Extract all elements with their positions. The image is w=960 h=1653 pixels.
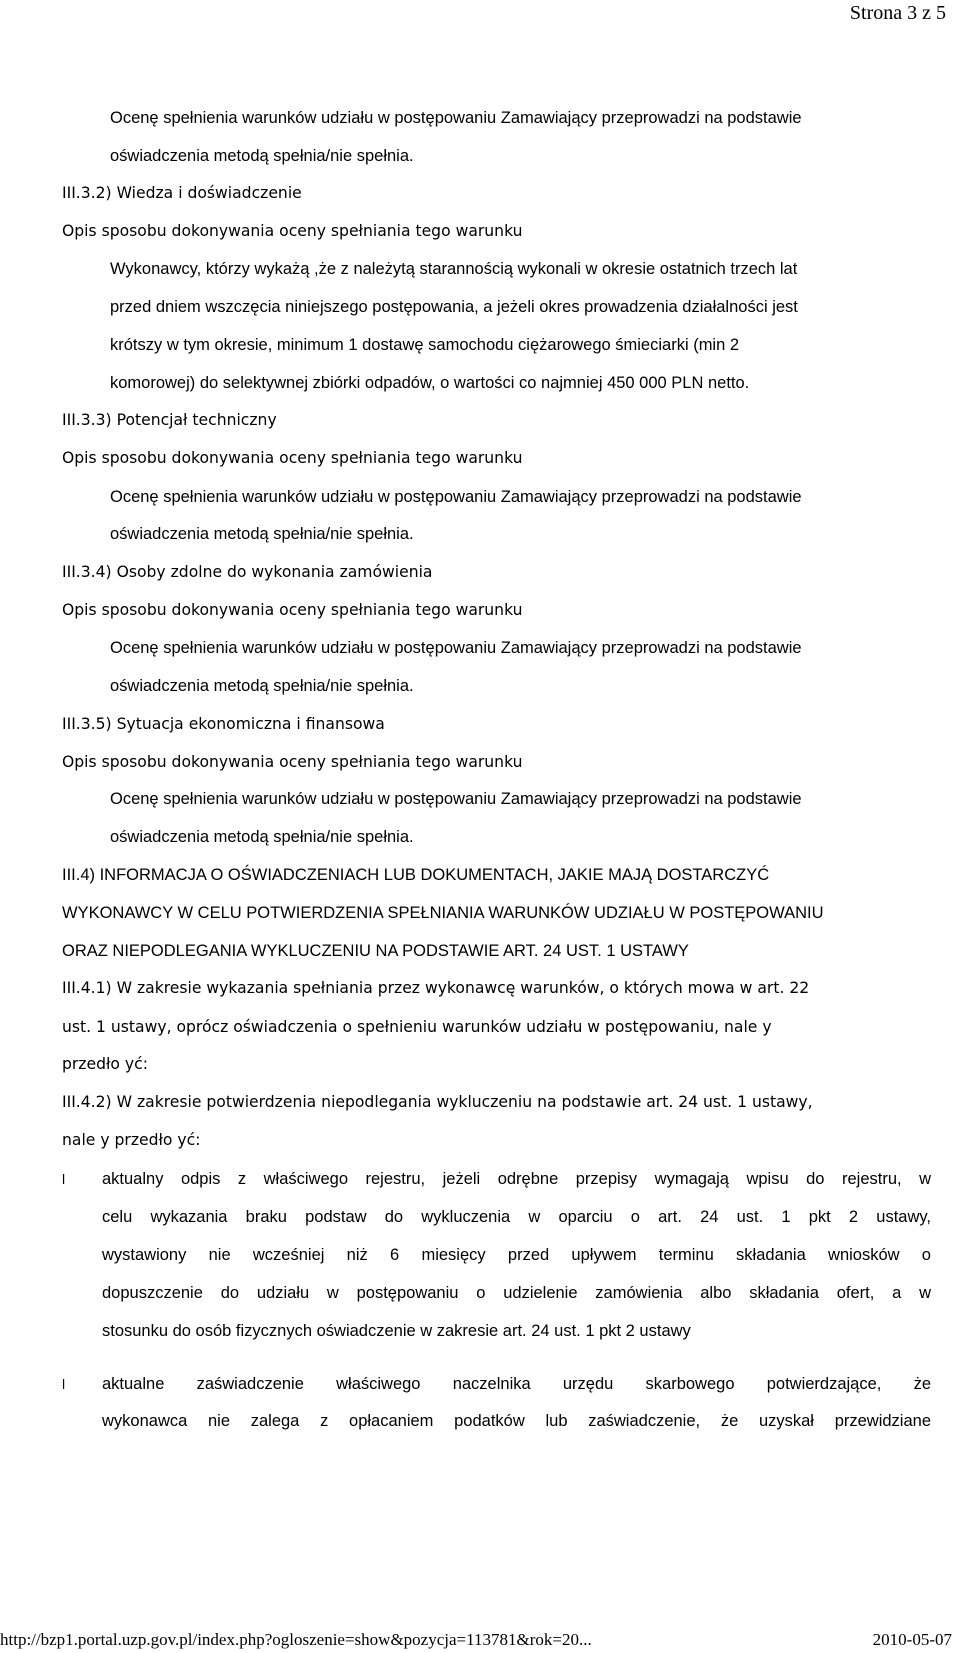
- list-item-line: celu wykazania braku podstaw do wykluczenia w oparciu o art. 24 ust. 1 pkt 2 ustawy,: [102, 1208, 931, 1226]
- text-line: Opis sposobu dokonywania oceny spełniania tego warunku: [62, 449, 523, 467]
- list-item-line: stosunku do osób fizycznych oświadczenie w zakresie art. 24 ust. 1 pkt 2 ustawy: [102, 1322, 691, 1340]
- footer-date: 2010-05-07: [872, 1630, 952, 1649]
- text-line: Opis sposobu dokonywania oceny spełniania tego warunku: [62, 753, 523, 771]
- text-line: ust. 1 ustawy, oprócz oświadczenia o spełnieniu warunków udziału w postępowaniu, nale y: [62, 1018, 772, 1036]
- text-line: przed dniem wszczęcia niniejszego postępowania, a jeżeli okres prowadzenia działalności jest: [110, 298, 798, 316]
- bullet-marker: l: [62, 1376, 66, 1392]
- list-item-line: wystawiony nie wcześniej niż 6 miesięcy przed upływem terminu składania wniosków o: [102, 1246, 931, 1264]
- list-item-line: wykonawca nie zalega z opłacaniem podatków lub zaświadczenie, że uzyskał przewidziane: [102, 1412, 931, 1430]
- footer-url: http://bzp1.portal.uzp.gov.pl/index.php?ogloszenie=show&pozycja=113781&rok=20...: [0, 1630, 592, 1649]
- list-item-line: dopuszczenie do udziału w postępowaniu o udzielenie zamówienia albo składania ofert, a w: [102, 1284, 931, 1302]
- section-heading: III.3.2) Wiedza i doświadczenie: [62, 184, 302, 202]
- text-line: Ocenę spełnienia warunków udziału w postępowaniu Zamawiający przeprowadzi na podstawie: [110, 790, 802, 808]
- section-heading: III.3.5) Sytuacja ekonomiczna i finansowa: [62, 715, 385, 733]
- text-line: III.4.1) W zakresie wykazania spełniania przez wykonawcę warunków, o których mowa w art. 22: [62, 979, 810, 997]
- section-heading: III.3.4) Osoby zdolne do wykonania zamówienia: [62, 563, 433, 581]
- text-line: komorowej) do selektywnej zbiórki odpadów, o wartości co najmniej 450 000 PLN netto.: [110, 374, 750, 392]
- text-line: Ocenę spełnienia warunków udziału w postępowaniu Zamawiający przeprowadzi na podstawie: [110, 488, 802, 506]
- section-heading: WYKONAWCY W CELU POTWIERDZENIA SPEŁNIANIA WARUNKÓW UDZIAŁU W POSTĘPOWANIU: [62, 904, 824, 922]
- list-item-line: aktualny odpis z właściwego rejestru, jeżeli odrębne przepisy wymagają wpisu do rejestru, w: [102, 1170, 931, 1188]
- page-indicator: Strona 3 z 5: [849, 2, 946, 24]
- text-line: oświadczenia metodą spełnia/nie spełnia.: [110, 677, 414, 695]
- text-line: przedło yć:: [62, 1055, 148, 1073]
- text-line: oświadczenia metodą spełnia/nie spełnia.: [110, 525, 414, 543]
- text-line: Ocenę spełnienia warunków udziału w postępowaniu Zamawiający przeprowadzi na podstawie: [110, 109, 802, 127]
- text-line: Opis sposobu dokonywania oceny spełniania tego warunku: [62, 222, 523, 240]
- text-line: Ocenę spełnienia warunków udziału w postępowaniu Zamawiający przeprowadzi na podstawie: [110, 639, 802, 657]
- section-heading: III.4) INFORMACJA O OŚWIADCZENIACH LUB DOKUMENTACH, JAKIE MAJĄ DOSTARCZYĆ: [62, 866, 770, 884]
- bullet-marker: l: [62, 1171, 66, 1187]
- text-line: oświadczenia metodą spełnia/nie spełnia.: [110, 147, 414, 165]
- text-line: krótszy w tym okresie, minimum 1 dostawę samochodu ciężarowego śmieciarki (min 2: [110, 336, 740, 354]
- text-line: nale y przedło yć:: [62, 1131, 201, 1149]
- section-heading: III.3.3) Potencjał techniczny: [62, 411, 277, 429]
- text-line: oświadczenia metodą spełnia/nie spełnia.: [110, 828, 414, 846]
- list-item-line: aktualne zaświadczenie właściwego naczelnika urzędu skarbowego potwierdzające, że: [102, 1375, 931, 1393]
- text-line: III.4.2) W zakresie potwierdzenia niepodlegania wykluczeniu na podstawie art. 24 ust. 1 ustawy,: [62, 1093, 813, 1111]
- text-line: Opis sposobu dokonywania oceny spełniania tego warunku: [62, 601, 523, 619]
- section-heading: ORAZ NIEPODLEGANIA WYKLUCZENIU NA PODSTAWIE ART. 24 UST. 1 USTAWY: [62, 942, 689, 960]
- text-line: Wykonawcy, którzy wykażą ,że z należytą starannością wykonali w okresie ostatnich trzech lat: [110, 260, 798, 278]
